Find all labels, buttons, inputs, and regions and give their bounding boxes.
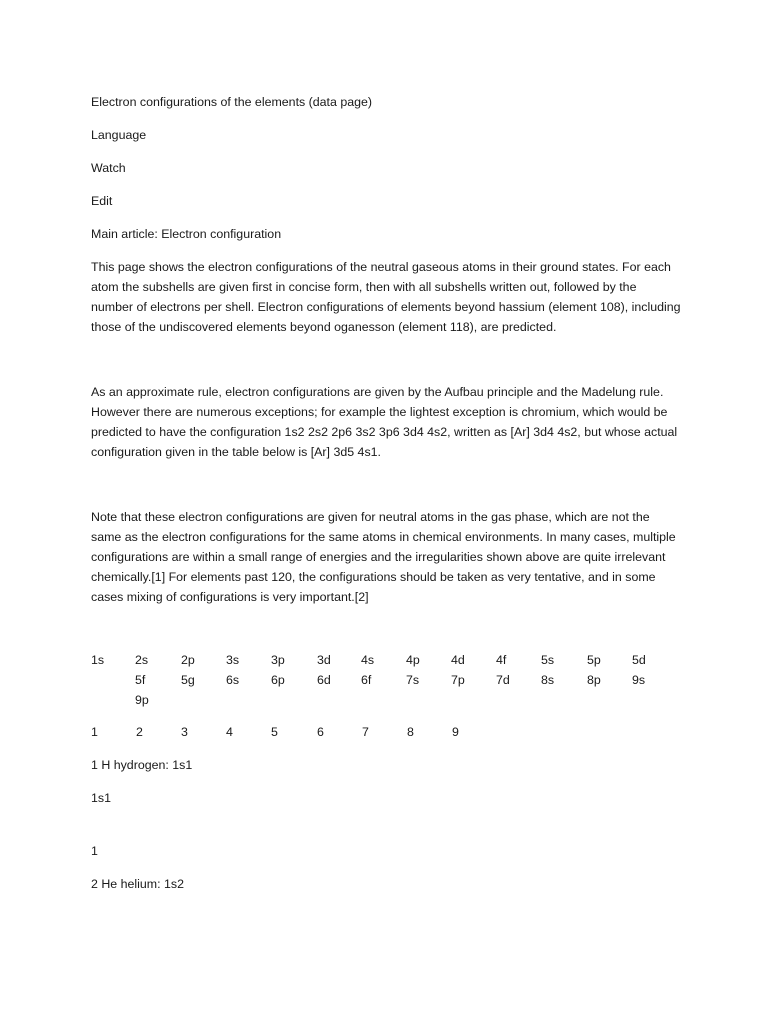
subshell-row-3 [91,690,691,710]
subshell-label: 7p [451,673,465,687]
subshell-label: 5s [541,653,555,667]
element-configuration: 1s1 [91,791,111,805]
subshell-label: 3d [317,653,331,667]
subshell-label: 6f [361,673,372,687]
subshell-row-1 [91,650,691,670]
subshell-row-2 [91,670,691,690]
subshell-label: 5d [632,653,646,667]
main-article-link[interactable]: Main article: Electron configuration [91,227,282,241]
intro-paragraph: This page shows the electron configurations of the neutral gaseous atoms in their ground states. For each atom the subshells are given first in concise form, then with all subshells written out, followed by the number of electrons per shell. Electron configurations of elements beyond hassium (element 108), including those of the undiscovered elements beyond oganesson (element 118), are predicted. [91,260,681,334]
subshell-label: 4s [361,653,375,667]
element-heading: 1 H hydrogen: 1s1 [91,758,193,772]
shell-number: 8 [407,725,414,739]
watch-link[interactable]: Watch [91,161,126,175]
subshell-label: 7s [406,673,420,687]
element-electrons-per-shell: 1 [91,844,98,858]
shell-number: 9 [452,725,459,739]
shell-number: 1 [91,725,98,739]
shell-number: 7 [362,725,369,739]
subshell-label: 6s [226,673,240,687]
shell-number: 2 [136,725,143,739]
shell-number: 6 [317,725,324,739]
subshell-label: 9s [632,673,646,687]
note-paragraph: Note that these electron configurations are given for neutral atoms in the gas phase, which are not the same as the electron configurations for the same atoms in chemical environments. In many cases, multiple configurations are within a small range of energies and the irregularities shown above are quite irrelevant chemically.[1] For elements past 120, the configurations should be taken as very tentative, and in some cases mixing of configurations is very important.[2] [91,510,676,604]
subshell-label: 5f [135,673,146,687]
shell-number: 3 [181,725,188,739]
subshell-label: 6p [271,673,285,687]
subshell-label: 5p [587,653,601,667]
aufbau-paragraph: As an approximate rule, electron configurations are given by the Aufbau principle and the Madelung rule. However there are numerous exceptions; for example the lightest exception is chromium, which would be predicted to have the configuration 1s2 2s2 2p6 3s2 3p6 3d4 4s2, written as [Ar] 3d4 4s2, but whose actual configuration given in the table below is [Ar] 3d5 4s1. [91,385,678,459]
subshell-label: 5g [181,673,195,687]
shell-number: 4 [226,725,233,739]
subshell-label: 8s [541,673,555,687]
document-page [91,92,691,894]
subshell-label: 4d [451,653,465,667]
shell-number-row [91,722,691,742]
subshell-label: 3p [271,653,285,667]
language-link[interactable]: Language [91,128,147,142]
subshell-label: 2s [135,653,149,667]
subshell-label: 2p [181,653,195,667]
subshell-label: 8p [587,673,601,687]
subshell-label: 4f [496,653,507,667]
element-heading: 2 He helium: 1s2 [91,877,184,891]
shell-number: 5 [271,725,278,739]
page-title: Electron configurations of the elements (data page) [91,95,373,109]
subshell-label: 4p [406,653,420,667]
subshell-label: 1s [91,653,105,667]
edit-link[interactable]: Edit [91,194,113,208]
subshell-label: 3s [226,653,240,667]
subshell-label: 9p [135,693,149,707]
subshell-label: 6d [317,673,331,687]
subshell-label: 7d [496,673,510,687]
